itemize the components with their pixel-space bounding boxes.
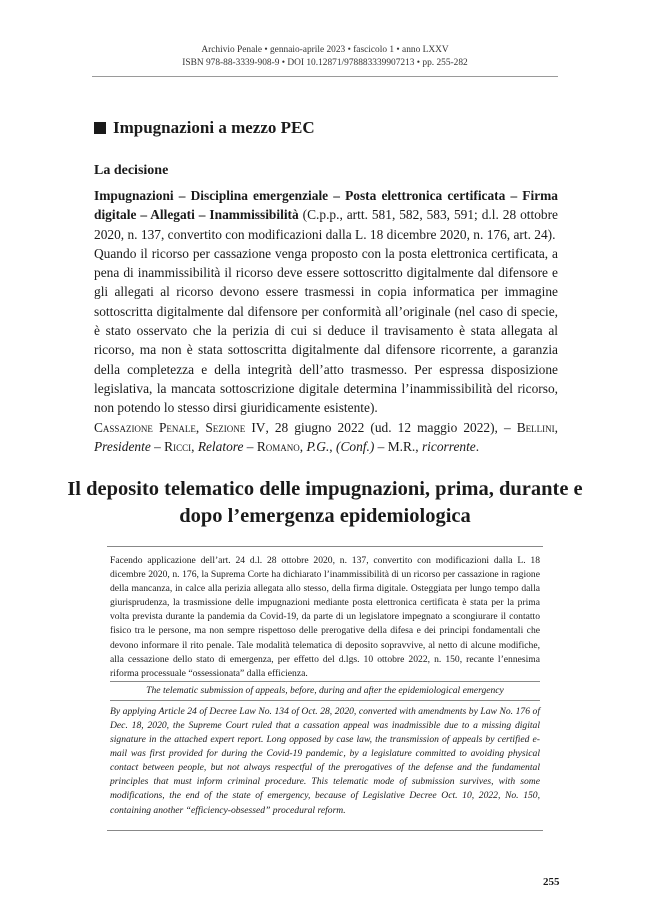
abstract-italian: Facendo applicazione dell’art. 24 d.l. 28 ottobre 2020, n. 137, convertito con modificazioni dalla L. 18 dicembre 2020, n. 176, la Suprema Corte ha dichiarato l’inammissibilità di un ricorso per cassazione in ragione della mancanza, in calce alla perizia allegata allo stesso, della firma digitale. Osteggiata per lungo tempo dalla giurisprudenza, la trasmissione delle impugnazioni mediante posta elettronica certificata è stata per la prima volta prevista durante la pandemia da Covid-19, da parte di un legislatore impegnato a scongiurare il contatto fisico tra le persone, ma non sempre rispettoso delle prerogative della difesa e dei principi fondamentali che devono informare il rito penale. Tale modalità telematica di deposito sopravvive, al netto di alcune modifiche, alla cessazione dello stato di emergenza, per effetto del d.lgs. 10 ottobre 2022, n. 150, recante l’ennesima riforma processuale “ossessionata” dalla efficienza. <box>110 555 540 679</box>
header-divider <box>92 76 558 77</box>
running-head <box>0 44 650 70</box>
president-name: Bellini <box>516 419 555 435</box>
president-role: Presidente <box>94 438 151 454</box>
running-head-isbn: ISBN 978-88-3339-908-9 • DOI 10.12871/978883339907213 • pp. 255-282 <box>182 58 468 68</box>
decision-label: La decisione <box>94 163 169 178</box>
running-head-journal: Archivio Penale • gennaio-aprile 2023 • fascicolo 1 • anno LXXV <box>201 45 449 55</box>
pg-name: Romano <box>256 438 300 454</box>
pg-conf: (Conf.) <box>336 438 375 454</box>
decision-date: , 28 giugno 2022 (ud. 12 maggio 2022), – <box>265 419 517 435</box>
section-title <box>94 118 315 138</box>
page-number: 255 <box>543 876 560 888</box>
abstract-box <box>107 546 543 831</box>
massima-references: (C.p.p., artt. 581, 582, 583, 591; d.l. 28 ottobre 2020, n. 137, convertito con modificazioni dalla L. 18 dicembre 2020, n. 176, art. 24). <box>94 207 559 242</box>
article-title: Il deposito telematico delle impugnazioni, prima, durante e dopo l’emergenza epidemiologica <box>67 478 583 527</box>
abstract-english: By applying Article 24 of Decree Law No. 134 of Oct. 28, 2020, converted with amendments by Law No. 176 of Dec. 18, 2020, the Supreme Court ruled that a cassation appeal was inadmissible due to a missing digital signature in the attached expert report. Long opposed by case law, the transmission of appeals by certified e-mail was first provided for during the Covid-19 pandemic, by a legislature committed to avoiding physical contact between people, but not always respectful of the prerogatives of the defense and the fundamental principles that must inform criminal procedure. This telematic mode of submission survives, with some modifications, the end of the state of emergency, because of Legislative Decree Oct. 10, 2022, No. 150, containing another “efficiency-obsessed” procedural reform. <box>110 705 540 816</box>
section-title-text: Impugnazioni a mezzo PEC <box>113 118 315 137</box>
massima-keywords: Impugnazioni – Disciplina emergenziale – Posta elettronica certificata – Firma digitale – Allegati – Inammissibilità <box>94 188 558 223</box>
massima-principle: Quando il ricorso per cassazione venga proposto con la posta elettronica certificata, a pena di inammissibilità il ricorso deve essere sottoscritto digitalmente dal difensore e gli allegati al ricorso devono essere trasmessi in copia informatica per immagine sottoscritta digitalmente dal difensore per conformità all’originale (nel caso di specie, è stato osservato che la perizia di cui si deduce il travisamento è stata allegata al ricorso, ma non è stata sottoscritta digitalmente dal difensore ricorrente, a garanzia della completezza e della integrità dell’atto trasmesso. Per espressa disposizione legislativa, la mancata sottoscrizione digitale determina l’inammissibilità del ricorso, non potendo lo stesso dirsi giuridicamente esistente). <box>94 245 558 416</box>
court-name: Cassazione Penale, Sezione IV <box>94 419 266 435</box>
rapporteur-name: Ricci <box>164 438 192 454</box>
abstract-english-title: The telematic submission of appeals, before, during and after the epidemiological emergency <box>110 681 540 701</box>
appellant-role: ricorrente <box>421 438 476 454</box>
black-square-icon <box>94 122 106 134</box>
rapporteur-role: Relatore <box>197 438 244 454</box>
decision-massima <box>94 186 558 456</box>
pg-role: P.G. <box>306 438 330 454</box>
massima-heading <box>94 186 558 244</box>
appellant-name: M.R. <box>387 438 416 454</box>
massima-citation: Cassazione Penale, Sezione IV, 28 giugno 2022 (ud. 12 maggio 2022), – Bellini, Presidente – Ricci, Relatore – Romano, P.G., (Conf.) – M.R., ricorrente. <box>94 419 558 454</box>
